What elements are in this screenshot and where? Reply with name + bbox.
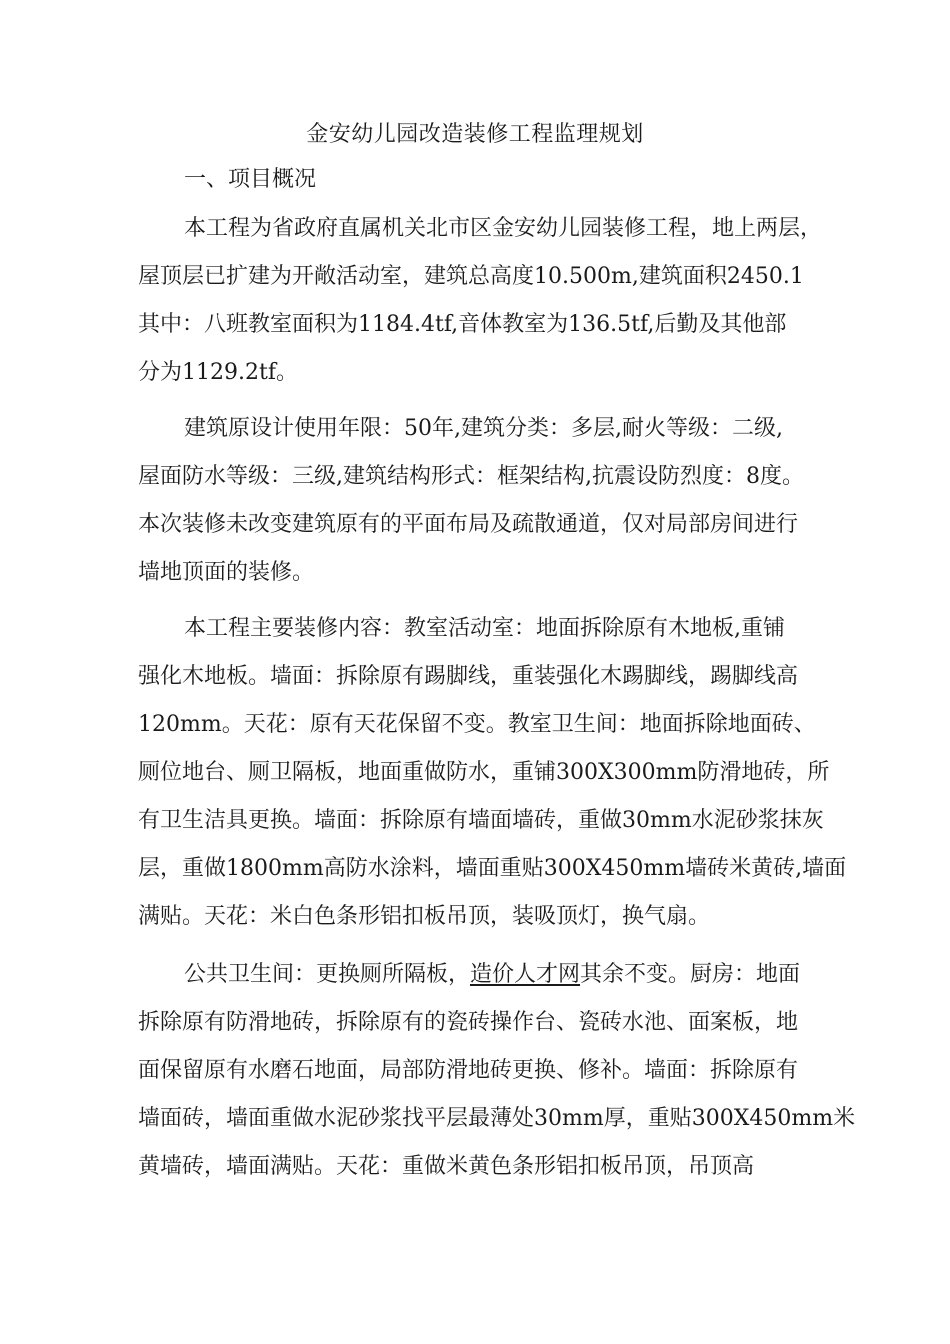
- paragraph-line: [138, 958, 828, 1006]
- line-text: 其余不变。厨房：地面: [580, 962, 801, 987]
- paragraph-line: 其中：八班教室面积为1184.4tf,音体教室为136.5tf,后勤及其他部: [138, 312, 787, 337]
- paragraph-line: 黄墙砖，墙面满贴。天花：重做米黄色条形铝扣板吊顶，吊顶高: [138, 1154, 755, 1179]
- paragraph-line: 屋顶层已扩建为开敞活动室，建筑总高度10.500m,建筑面积2450.1: [138, 264, 804, 289]
- paragraph-renovation-content: [138, 612, 847, 948]
- paragraph-line: 本工程主要装修内容：教室活动室：地面拆除原有木地板,重铺: [184, 616, 785, 641]
- paragraph-line: 建筑原设计使用年限：50年,建筑分类：多层,耐火等级：二级,: [184, 416, 783, 441]
- watermark-link[interactable]: 造价人才网: [470, 962, 581, 987]
- paragraph-line: 层，重做1800mm高防水涂料，墙面重贴300X450mm墙砖米黄砖,墙面: [138, 856, 847, 881]
- paragraph-project-overview: [138, 212, 828, 404]
- paragraph-line: 本工程为省政府直属机关北市区金安幼儿园装修工程，地上两层，: [184, 216, 823, 241]
- paragraph-line: 本次装修未改变建筑原有的平面布局及疏散通道，仅对局部房间进行: [138, 512, 799, 537]
- paragraph-line: 满贴。天花：米白色条形铝扣板吊顶，装吸顶灯，换气扇。: [138, 904, 711, 929]
- paragraph-building-specs: [138, 412, 828, 604]
- document-title: 金安幼儿园改造装修工程监理规划: [306, 122, 644, 147]
- paragraph-line: 有卫生洁具更换。墙面：拆除原有墙面墙砖，重做30mm水泥砂浆抹灰: [138, 808, 824, 833]
- section-heading: 一、项目概况: [184, 167, 317, 192]
- line-text: 公共卫生间：更换厕所隔板，: [184, 962, 471, 987]
- paragraph-line: 墙地顶面的装修。: [138, 560, 315, 585]
- paragraph-line: 强化木地板。墙面：拆除原有踢脚线，重装强化木踢脚线，踢脚线高: [138, 664, 799, 689]
- paragraph-line: 面保留原有水磨石地面，局部防滑地砖更换、修补。墙面：拆除原有: [138, 1058, 799, 1083]
- paragraph-line: 墙面砖，墙面重做水泥砂浆找平层最薄处30mm厚，重贴300X450mm米: [138, 1106, 856, 1131]
- paragraph-line: 厕位地台、厕卫隔板，地面重做防水，重铺300X300mm防滑地砖，所: [138, 760, 830, 785]
- paragraph-public-restroom-kitchen: [138, 958, 856, 1198]
- paragraph-line: 拆除原有防滑地砖，拆除原有的瓷砖操作台、瓷砖水池、面案板，地: [138, 1010, 799, 1035]
- paragraph-line: 分为1129.2tf。: [138, 360, 298, 385]
- paragraph-line: 屋面防水等级：三级,建筑结构形式：框架结构,抗震设防烈度：8度。: [138, 464, 804, 489]
- paragraph-line: 120mm。天花：原有天花保留不变。教室卫生间：地面拆除地面砖、: [138, 712, 816, 737]
